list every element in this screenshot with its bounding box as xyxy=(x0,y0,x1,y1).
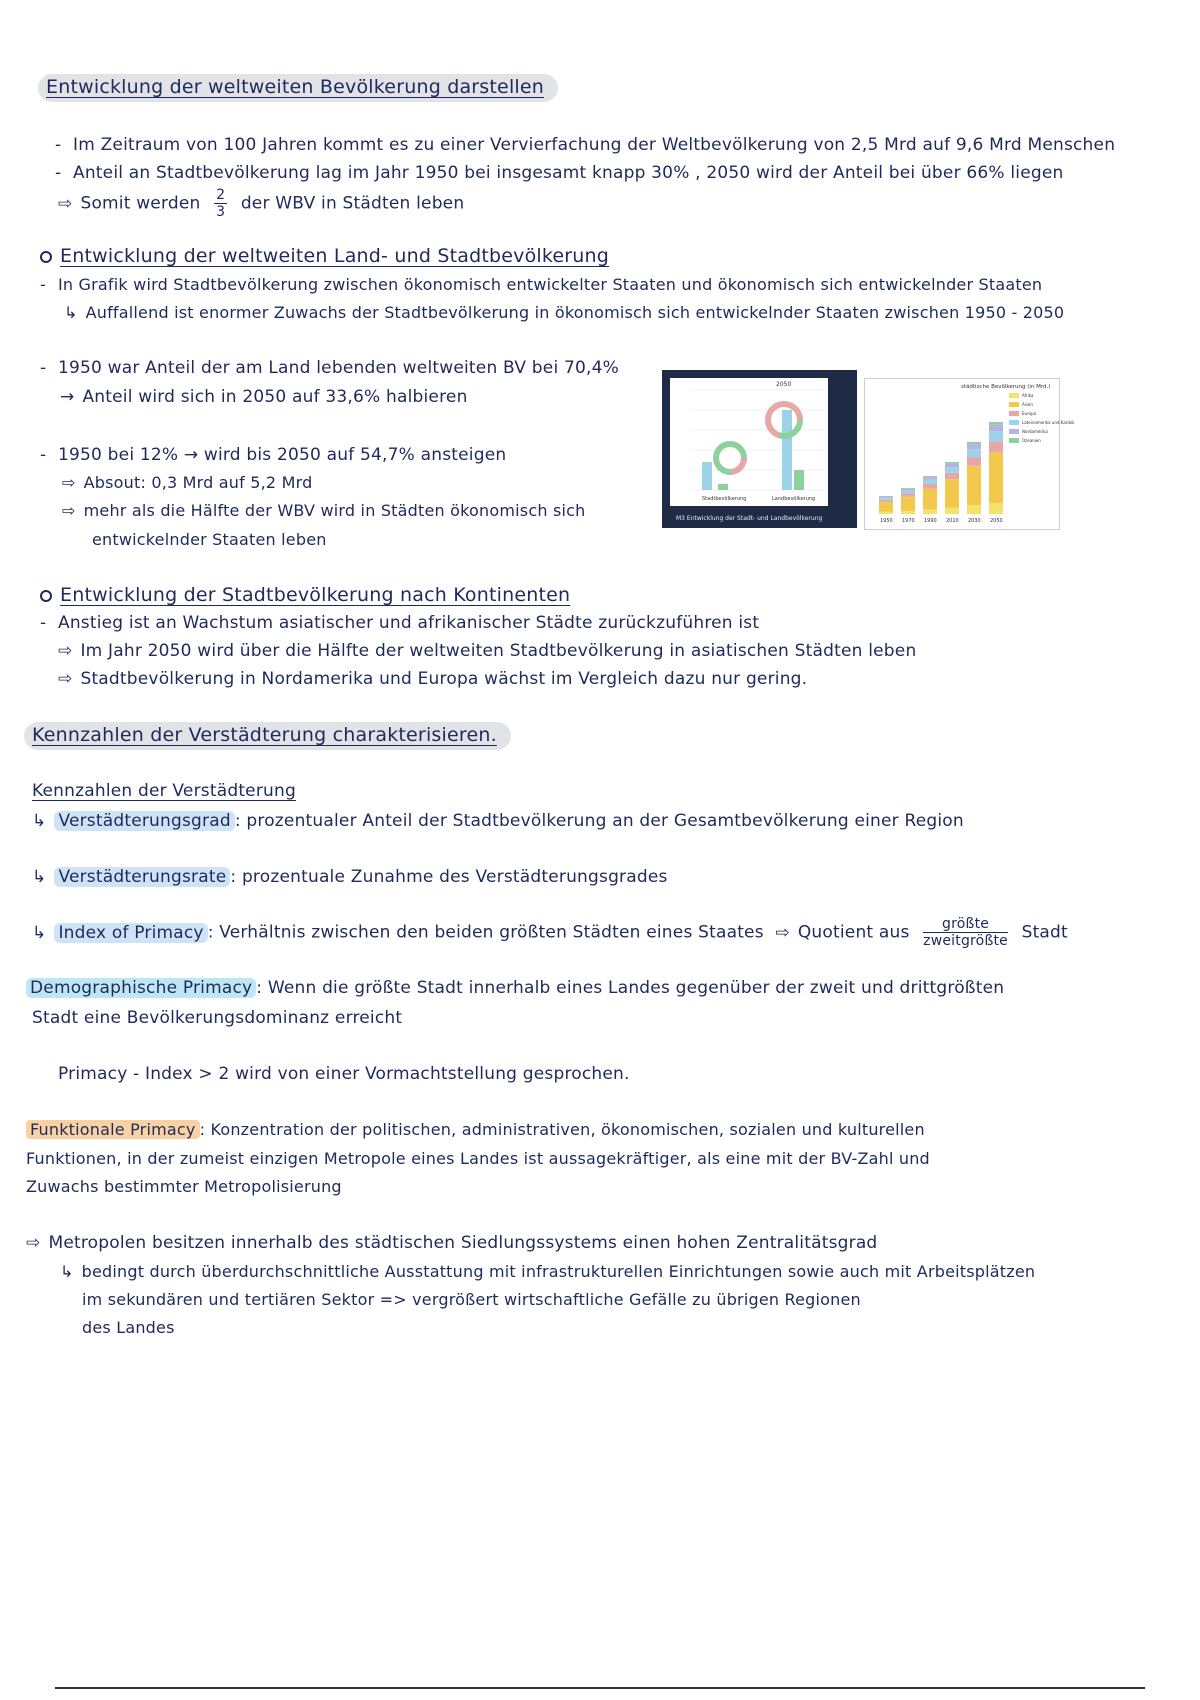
text-growth-to-2050: - 1950 bei 12% → wird bis 2050 auf 54,7% ansteigen xyxy=(40,445,507,465)
bar-segment-2030-1 xyxy=(967,466,981,506)
text-graphic-description: - In Grafik wird Stadtbevölkerung zwischen ökonomisch entwickelter Staaten und ökonomisch sich entwickelnder Staaten xyxy=(40,275,1043,294)
hook-arrow-icon: ↳ xyxy=(32,922,47,943)
bar-segment-2050-0 xyxy=(989,503,1003,514)
legend-label-1: Asien xyxy=(1022,402,1033,407)
figure-urban-rural-chart xyxy=(662,370,857,528)
term-functional-primacy: Funktionale Primacy : Konzentration der politischen, administrativen, ökonomischen, sozialen und kulturellen xyxy=(26,1120,925,1139)
legend-label-5: Ozeanien xyxy=(1022,438,1041,443)
term-demographic-primacy: Demographische Primacy : Wenn die größte Stadt innerhalb eines Landes gegenüber der zweit und drittgrößten xyxy=(26,978,1004,998)
text-na-europe: ⇨ Stadtbevölkerung in Nordamerika und Europa wächst im Vergleich dazu nur gering. xyxy=(58,669,808,689)
bar-segment-2030-5 xyxy=(967,442,981,444)
legend-swatch-5 xyxy=(1009,438,1019,443)
bar-segment-1990-4 xyxy=(923,477,937,480)
hook-arrow-icon: ↳ xyxy=(32,811,47,831)
term-urbanization-rate: ↳ Verstädterungsrate : prozentuale Zunahme des Verstädterungsgrades xyxy=(32,867,668,887)
bar-1950-urban xyxy=(718,484,728,490)
conclusion-metropoles: ⇨ Metropolen besitzen innerhalb des städtischen Siedlungssystems einen hohen Zentralitätsgrad xyxy=(26,1233,878,1253)
text-primacy-rule: Primacy - Index > 2 wird von einer Vormachtstellung gesprochen. xyxy=(58,1064,630,1084)
term-urbanization-degree: ↳ Verstädterungsgrad : prozentualer Anteil der Stadtbevölkerung an der Gesamtbevölkerung einer Region xyxy=(32,811,964,831)
badge-2050: 2050 xyxy=(776,381,792,388)
figure-continent-chart xyxy=(864,378,1075,530)
text-demographic-primacy-cont: Stadt eine Bevölkerungsdominanz erreicht xyxy=(32,1008,403,1028)
legend-swatch-3 xyxy=(1009,420,1019,425)
legend-swatch-2 xyxy=(1009,411,1019,416)
fraction-two-thirds: $\frac{2}{3}$ xyxy=(216,187,226,220)
subheading-land-city-population: Entwicklung der weltweiten Land- und Stadtbevölkerung xyxy=(40,245,609,267)
arrow-icon: ⇨ xyxy=(62,473,76,492)
subheading-metrics: Kennzahlen der Verstädterung xyxy=(32,781,296,801)
bar-segment-1970-4 xyxy=(901,489,915,491)
arrow-icon: ⇨ xyxy=(58,669,73,689)
bottom-divider xyxy=(55,1687,1145,1689)
text-metropoles-reason-2: im sekundären und tertiären Sektor => vergrößert wirtschaftliche Gefälle zu übrigen Regionen xyxy=(82,1290,861,1309)
bar-segment-1970-2 xyxy=(901,493,915,496)
bar-segment-1970-1 xyxy=(901,497,915,511)
bar-segment-2010-2 xyxy=(945,473,959,479)
bar-segment-2010-4 xyxy=(945,464,959,468)
chart-title: städtische Bevölkerung (in Mrd.) xyxy=(961,384,1051,390)
bar-segment-1950-2 xyxy=(879,500,893,502)
text-asia-half: ⇨ Im Jahr 2050 wird über die Hälfte der weltweiten Stadtbevölkerung in asiatischen Städten leben xyxy=(58,641,917,661)
text-metropoles-reason: ↳ bedingt durch überdurchschnittliche Ausstattung mit infrastrukturellen Einrichtungen sowie auch mit Arbeitsplätzen xyxy=(60,1262,1036,1281)
bar-segment-1990-5 xyxy=(923,476,937,477)
text-half-in-cities-cont: entwickelnder Staaten leben xyxy=(92,530,327,549)
text-metropoles-reason-3: des Landes xyxy=(82,1318,175,1337)
text-half-in-cities: ⇨ mehr als die Hälfte der WBV wird in Städten ökonomisch sich xyxy=(62,501,586,520)
bar-segment-1990-0 xyxy=(923,509,937,514)
bar-segment-1950-5 xyxy=(879,496,893,497)
subheading-city-by-continent: Entwicklung der Stadtbevölkerung nach Kontinenten xyxy=(40,584,570,606)
conclusion-two-thirds: ⇨ Somit werden $\frac{2}{3}$ der WBV in Städten leben xyxy=(58,187,465,220)
bar-1950-rural xyxy=(702,462,712,490)
legend-rural: Landbevölkerung xyxy=(772,496,816,502)
legend-label-4: Nordamerika xyxy=(1022,429,1048,434)
text-absolute-values: ⇨ Absout: 0,3 Mrd auf 5,2 Mrd xyxy=(62,473,313,492)
bar-segment-2030-0 xyxy=(967,505,981,514)
bar-segment-1970-3 xyxy=(901,491,915,494)
section-heading-world-population: Entwicklung der weltweiten Bevölkerung darstellen xyxy=(38,76,558,98)
bar-segment-1950-3 xyxy=(879,498,893,500)
year-label-2010: 2010 xyxy=(946,518,959,524)
text-rural-share-1950: - 1950 war Anteil der am Land lebenden weltweiten BV bei 70,4% xyxy=(40,358,619,378)
hook-arrow-icon: ↳ xyxy=(60,1262,74,1281)
bar-segment-2050-3 xyxy=(989,431,1003,441)
legend-label-3: Lateinamerika und Karibik xyxy=(1022,420,1075,425)
legend-label-0: Afrika xyxy=(1022,393,1034,398)
bar-segment-2050-5 xyxy=(989,422,1003,425)
bullet-urban-share: - Anteil an Stadtbevölkerung lag im Jahr 1950 bei insgesamt knapp 30% , 2050 wird der Anteil bei über 66% liegen xyxy=(55,163,1064,183)
text-rural-share-2050: → Anteil wird sich in 2050 auf 33,6% halbieren xyxy=(60,387,468,407)
bar-segment-1950-1 xyxy=(879,502,893,512)
bar-segment-1990-1 xyxy=(923,489,937,510)
legend-swatch-4 xyxy=(1009,429,1019,434)
arrow-icon: ⇨ xyxy=(775,922,790,943)
section-heading-urbanization-metrics: Kennzahlen der Verstädterung charakterisieren. xyxy=(24,724,511,746)
bar-segment-2030-3 xyxy=(967,449,981,457)
bar-segment-1970-0 xyxy=(901,511,915,514)
text-functional-primacy-2: Funktionen, in der zumeist einzigen Metropole eines Landes ist aussagekräftiger, als eine mit der BV-Zahl und xyxy=(26,1149,930,1168)
bar-segment-2010-5 xyxy=(945,462,959,464)
bar-segment-2030-4 xyxy=(967,444,981,449)
bar-segment-2050-1 xyxy=(989,452,1003,503)
figure-caption: M3 Entwicklung der Stadt- und Landbevölkerung xyxy=(676,515,823,522)
figure-continent-svg xyxy=(865,379,1075,529)
text-asia-africa-growth: - Anstieg ist an Wachstum asiatischer und afrikanischer Städte zurückzuführen ist xyxy=(40,613,760,633)
legend-label-2: Europa xyxy=(1022,411,1037,416)
hook-arrow-icon: ↳ xyxy=(64,303,78,322)
arrow-icon: ⇨ xyxy=(58,641,73,661)
legend-urban: Stadtbevölkerung xyxy=(702,496,747,502)
bar-segment-2010-3 xyxy=(945,467,959,473)
bar-segment-2030-2 xyxy=(967,457,981,466)
year-label-2050: 2050 xyxy=(990,518,1003,524)
bar-segment-2010-0 xyxy=(945,508,959,514)
bar-segment-2050-4 xyxy=(989,425,1003,431)
bar-segment-1950-0 xyxy=(879,512,893,514)
text-remarkable-growth: ↳ Auffallend ist enormer Zuwachs der Stadtbevölkerung in ökonomisch sich entwickelnder Staaten zwischen 1950 - 2050 xyxy=(64,303,1065,322)
fraction-primacy: $\frac{\text{größte}}{\text{zweitgrößte}}$ xyxy=(923,916,1008,949)
bar-segment-2010-1 xyxy=(945,479,959,508)
arrow-right-icon: → xyxy=(60,387,75,407)
bullet-world-population-growth: - Im Zeitraum von 100 Jahren kommt es zu einer Vervierfachung der Weltbevölkerung von 2,5 Mrd auf 9,6 Mrd Menschen xyxy=(55,135,1116,155)
arrow-icon: ⇨ xyxy=(58,193,73,214)
hook-arrow-icon: ↳ xyxy=(32,867,47,887)
legend-swatch-1 xyxy=(1009,402,1019,407)
arrow-icon: ⇨ xyxy=(26,1233,41,1253)
bar-segment-1990-2 xyxy=(923,484,937,489)
year-label-2030: 2030 xyxy=(968,518,981,524)
bar-segment-1970-5 xyxy=(901,488,915,489)
bar-segment-1950-4 xyxy=(879,497,893,498)
bar-segment-2050-2 xyxy=(989,441,1003,452)
term-index-of-primacy: ↳ Index of Primacy : Verhältnis zwischen den beiden größten Städten eines Staates ⇨ Quotient aus $\frac{\text{größte}}{\text{zweitgrößte}}$ Stadt xyxy=(32,916,1068,949)
arrow-icon: ⇨ xyxy=(62,501,76,520)
year-label-1950: 1950 xyxy=(880,518,893,524)
text-functional-primacy-3: Zuwachs bestimmter Metropolisierung xyxy=(26,1177,342,1196)
figure-urban-rural-svg xyxy=(662,370,857,528)
year-label-1990: 1990 xyxy=(924,518,937,524)
bullet-dot-icon xyxy=(40,251,52,263)
bullet-dot-icon xyxy=(40,590,52,602)
bar-segment-1990-3 xyxy=(923,480,937,484)
bar-2050-total xyxy=(782,410,792,490)
year-label-1970: 1970 xyxy=(902,518,915,524)
legend-swatch-0 xyxy=(1009,393,1019,398)
bar-2050-rural xyxy=(794,470,804,490)
